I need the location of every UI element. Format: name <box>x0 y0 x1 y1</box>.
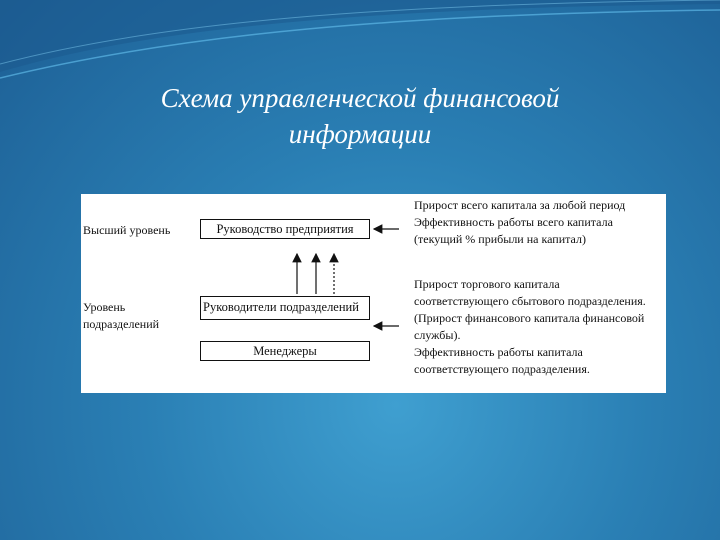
slide-title-line1: Схема управленческой финансовой <box>160 83 560 113</box>
division-note-6: соответствующего подразделения. <box>414 362 590 376</box>
top-note-2: Эффективность работы всего капитала <box>414 215 613 229</box>
division-note-2: соответствующего сбытового подразделения. <box>414 294 646 308</box>
level-label-division-line2: подразделений <box>83 317 160 331</box>
division-level-notes <box>414 276 646 378</box>
division-note-5: Эффективность работы капитала <box>414 345 583 359</box>
management-info-diagram <box>81 194 666 393</box>
slide-title-line2: информации <box>288 119 432 149</box>
level-label-division-line1: Уровень <box>83 300 126 314</box>
slide-title <box>60 80 660 152</box>
level-label-top: Высший уровень <box>83 223 171 237</box>
top-level-notes <box>414 197 625 248</box>
box-division-heads: Руководители подразделений <box>200 296 370 320</box>
division-note-3: (Прирост финансового капитала финансовой <box>414 311 645 325</box>
division-note-4: службы). <box>414 328 461 342</box>
box-managers: Менеджеры <box>200 341 370 361</box>
decorative-wave <box>0 0 720 90</box>
top-note-1: Прирост всего капитала за любой период <box>414 198 626 212</box>
top-note-3: (текущий % прибыли на капитал) <box>414 232 586 246</box>
division-note-1: Прирост торгового капитала <box>414 277 560 291</box>
box-management: Руководство предприятия <box>200 219 370 239</box>
